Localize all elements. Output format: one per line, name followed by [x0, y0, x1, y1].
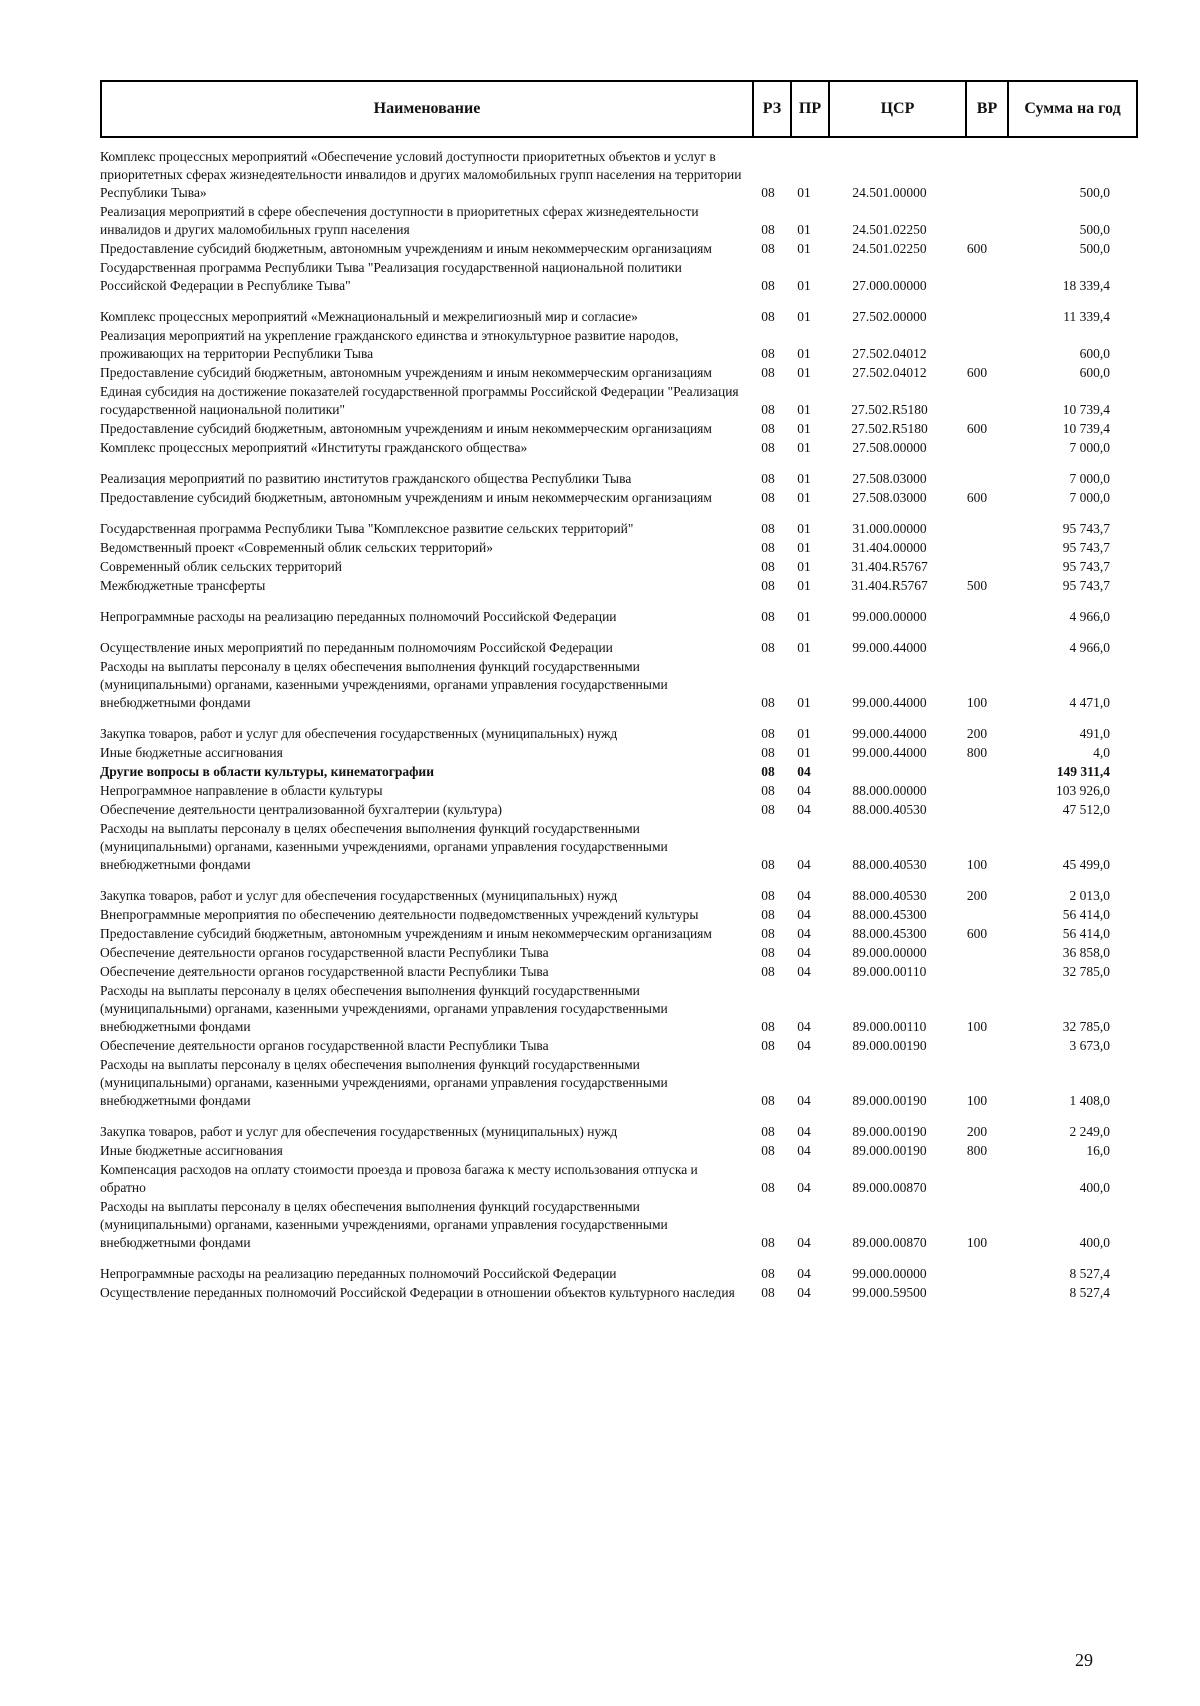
cell-rz: 08: [761, 365, 775, 380]
table-row: [100, 982, 1130, 1036]
cell-pr: 01: [797, 540, 811, 555]
cell-pr: 04: [797, 1266, 811, 1281]
table-row: [100, 520, 1130, 538]
cell-name: Государственная программа Республики Тыва "Реализация государственной национальной политики Российской Федерации в Республике Тыва": [100, 260, 682, 293]
cell-pr: 01: [797, 745, 811, 760]
cell-pr: 01: [797, 490, 811, 505]
cell-csr: 89.000.00190: [852, 1093, 927, 1108]
cell-name: Реализация мероприятий по развитию институтов гражданского общества Республики Тыва: [100, 471, 632, 486]
cell-name: Компенсация расходов на оплату стоимости проезда и провоза багажа к месту использования отпуска и обратно: [100, 1162, 698, 1195]
cell-name: Расходы на выплаты персоналу в целях обеспечения выполнения функций государственными (муниципальными) органами, казенными учреждениями, органами управления государственными внебюджетными фондами: [100, 659, 668, 710]
cell-pr: 04: [797, 964, 811, 979]
cell-rz: 08: [761, 278, 775, 293]
cell-sum: 47 512,0: [1062, 802, 1110, 817]
cell-name: Расходы на выплаты персоналу в целях обеспечения выполнения функций государственными (муниципальными) органами, казенными учреждениями, органами управления государственными внебюджетными фондами: [100, 1057, 668, 1108]
header-rz: РЗ: [753, 81, 791, 137]
cell-rz: 08: [761, 1124, 775, 1139]
cell-rz: 08: [761, 726, 775, 741]
cell-vr: 800: [966, 1143, 988, 1158]
cell-sum: 1 408,0: [1069, 1093, 1110, 1108]
cell-sum: 56 414,0: [1062, 926, 1110, 941]
cell-sum: 3 673,0: [1069, 1038, 1110, 1053]
cell-rz: 08: [761, 745, 775, 760]
table-row: [100, 420, 1130, 438]
cell-name: Непрограммные расходы на реализацию переданных полномочий Российской Федерации: [100, 609, 617, 624]
cell-pr: 04: [797, 764, 811, 779]
cell-name: Иные бюджетные ассигнования: [100, 1143, 283, 1158]
cell-csr: 88.000.40530: [852, 888, 927, 903]
cell-pr: 01: [797, 346, 811, 361]
cell-csr: 99.000.44000: [852, 726, 927, 741]
cell-name: Ведомственный проект «Современный облик сельских территорий»: [100, 540, 493, 555]
cell-sum: 7 000,0: [1069, 471, 1110, 486]
cell-csr: 99.000.59500: [852, 1285, 927, 1300]
cell-csr: 89.000.00870: [852, 1235, 927, 1250]
cell-rz: 08: [761, 521, 775, 536]
cell-name: Закупка товаров, работ и услуг для обеспечения государственных (муниципальных) нужд: [100, 888, 618, 903]
cell-pr: 01: [797, 185, 811, 200]
table-row: [100, 203, 1130, 239]
cell-name: Осуществление иных мероприятий по переданным полномочиям Российской Федерации: [100, 640, 613, 655]
cell-name: Обеспечение деятельности органов государственной власти Республики Тыва: [100, 945, 549, 960]
cell-rz: 08: [761, 1266, 775, 1281]
table-row: [100, 639, 1130, 657]
table-row: [100, 906, 1130, 924]
cell-csr: 24.501.02250: [852, 222, 927, 237]
table-row: [100, 1284, 1130, 1302]
cell-name: Межбюджетные трансферты: [100, 578, 266, 593]
cell-rz: 08: [761, 309, 775, 324]
cell-sum: 4 966,0: [1069, 640, 1110, 655]
cell-sum: 4,0: [1093, 745, 1110, 760]
cell-sum: 103 926,0: [1056, 783, 1110, 798]
cell-sum: 7 000,0: [1069, 440, 1110, 455]
cell-rz: 08: [761, 926, 775, 941]
cell-name: Государственная программа Республики Тыва "Комплексное развитие сельских территорий": [100, 521, 634, 536]
cell-csr: 99.000.00000: [852, 1266, 927, 1281]
table-row: [100, 327, 1130, 363]
table-row: [100, 489, 1130, 507]
cell-sum: 8 527,4: [1069, 1266, 1110, 1281]
table-row: [100, 1123, 1130, 1141]
cell-sum: 600,0: [1079, 346, 1110, 361]
cell-pr: 04: [797, 802, 811, 817]
header-csr: ЦСР: [829, 81, 966, 137]
cell-csr: 31.000.00000: [852, 521, 927, 536]
table-row: [100, 820, 1130, 874]
cell-name: Внепрограммные мероприятия по обеспечению деятельности подведомственных учреждений культуры: [100, 907, 699, 922]
page-number: 29: [1075, 1650, 1093, 1670]
cell-csr: 99.000.44000: [852, 640, 927, 655]
cell-vr: 200: [966, 888, 988, 903]
header-vr: ВР: [966, 81, 1008, 137]
cell-sum: 95 743,7: [1062, 521, 1110, 536]
cell-vr: 600: [966, 365, 988, 380]
cell-sum: 95 743,7: [1062, 578, 1110, 593]
cell-name: Иные бюджетные ассигнования: [100, 745, 283, 760]
cell-sum: 491,0: [1079, 726, 1110, 741]
cell-csr: 27.508.03000: [852, 490, 927, 505]
table-header: [100, 80, 1138, 138]
cell-vr: 100: [966, 1235, 988, 1250]
cell-name: Расходы на выплаты персоналу в целях обеспечения выполнения функций государственными (муниципальными) органами, казенными учреждениями, органами управления государственными внебюджетными фондами: [100, 983, 668, 1034]
cell-csr: 88.000.40530: [852, 802, 927, 817]
cell-rz: 08: [761, 471, 775, 486]
cell-csr: 88.000.00000: [852, 783, 927, 798]
cell-sum: 500,0: [1079, 185, 1110, 200]
cell-vr: 600: [966, 421, 988, 436]
cell-sum: 4 471,0: [1069, 695, 1110, 710]
cell-rz: 08: [761, 185, 775, 200]
cell-sum: 10 739,4: [1062, 402, 1110, 417]
cell-name: Обеспечение деятельности органов государственной власти Республики Тыва: [100, 1038, 549, 1053]
cell-rz: 08: [761, 888, 775, 903]
cell-pr: 04: [797, 888, 811, 903]
cell-pr: 01: [797, 559, 811, 574]
table-row: [100, 925, 1130, 943]
table-row: [100, 608, 1130, 626]
cell-pr: 04: [797, 1093, 811, 1108]
cell-rz: 08: [761, 764, 775, 779]
cell-csr: 99.000.44000: [852, 695, 927, 710]
cell-name: Единая субсидия на достижение показателей государственной программы Российской Федерации "Реализация государственной национальной политики": [100, 384, 739, 417]
cell-csr: 31.404.R5767: [851, 559, 928, 574]
cell-csr: 99.000.44000: [852, 745, 927, 760]
cell-pr: 04: [797, 1038, 811, 1053]
cell-rz: 08: [761, 609, 775, 624]
cell-sum: 4 966,0: [1069, 609, 1110, 624]
cell-name: Предоставление субсидий бюджетным, автономным учреждениям и иным некоммерческим организациям: [100, 365, 712, 380]
cell-rz: 08: [761, 402, 775, 417]
cell-vr: 600: [966, 490, 988, 505]
cell-rz: 08: [761, 421, 775, 436]
cell-sum: 500,0: [1079, 222, 1110, 237]
header-name: Наименование: [101, 81, 753, 137]
cell-pr: 01: [797, 695, 811, 710]
table-row: [100, 963, 1130, 981]
cell-name: Комплекс процессных мероприятий «Обеспечение условий доступности приоритетных объектов и услуг в приоритетных сферах жизнедеятельности инвалидов и других маломобильных групп населения на территории Республики Тыва»: [100, 149, 742, 200]
cell-rz: 08: [761, 802, 775, 817]
cell-csr: 27.502.04012: [852, 365, 927, 380]
cell-pr: 04: [797, 1285, 811, 1300]
table-row: [100, 1265, 1130, 1283]
cell-name: Предоставление субсидий бюджетным, автономным учреждениям и иным некоммерческим организациям: [100, 241, 712, 256]
cell-csr: 89.000.00110: [852, 964, 927, 979]
cell-vr: 100: [966, 1093, 988, 1108]
cell-csr: 89.000.00190: [852, 1143, 927, 1158]
cell-rz: 08: [761, 907, 775, 922]
cell-name: Другие вопросы в области культуры, кинематографии: [100, 764, 434, 779]
cell-pr: 04: [797, 1235, 811, 1250]
cell-rz: 08: [761, 783, 775, 798]
cell-sum: 2 249,0: [1069, 1124, 1110, 1139]
cell-rz: 08: [761, 222, 775, 237]
cell-rz: 08: [761, 640, 775, 655]
table-row: [100, 744, 1130, 762]
cell-csr: 88.000.45300: [852, 907, 927, 922]
cell-pr: 01: [797, 609, 811, 624]
table-body: [100, 148, 1130, 1303]
cell-rz: 08: [761, 695, 775, 710]
header-pr: ПР: [791, 81, 829, 137]
cell-csr: 27.502.04012: [852, 346, 927, 361]
cell-rz: 08: [761, 241, 775, 256]
cell-csr: 27.502.R5180: [851, 402, 928, 417]
cell-sum: 95 743,7: [1062, 540, 1110, 555]
cell-vr: 100: [966, 1019, 988, 1034]
table-row: [100, 1198, 1130, 1252]
cell-csr: 27.000.00000: [852, 278, 927, 293]
cell-pr: 04: [797, 945, 811, 960]
table-row: [100, 782, 1130, 800]
cell-csr: 89.000.00110: [852, 1019, 927, 1034]
cell-vr: 200: [966, 1124, 988, 1139]
table-row: [100, 887, 1130, 905]
cell-pr: 04: [797, 1019, 811, 1034]
cell-rz: 08: [761, 964, 775, 979]
cell-name: Предоставление субсидий бюджетным, автономным учреждениям и иным некоммерческим организациям: [100, 926, 712, 941]
cell-rz: 08: [761, 346, 775, 361]
table-row: [100, 364, 1130, 382]
cell-pr: 01: [797, 241, 811, 256]
cell-sum: 500,0: [1079, 241, 1110, 256]
table-row: [100, 1142, 1130, 1160]
table-row: [100, 725, 1130, 743]
cell-vr: 100: [966, 857, 988, 872]
cell-rz: 08: [761, 1019, 775, 1034]
table-row: [100, 240, 1130, 258]
cell-name: Непрограммные расходы на реализацию переданных полномочий Российской Федерации: [100, 1266, 617, 1281]
table-row: [100, 1161, 1130, 1197]
cell-pr: 01: [797, 222, 811, 237]
cell-name: Непрограммное направление в области культуры: [100, 783, 383, 798]
cell-name: Осуществление переданных полномочий Российской Федерации в отношении объектов культурного наследия: [100, 1285, 735, 1300]
table-row: [100, 558, 1130, 576]
cell-pr: 01: [797, 521, 811, 536]
cell-csr: 24.501.00000: [852, 185, 927, 200]
cell-csr: 89.000.00870: [852, 1180, 927, 1195]
cell-rz: 08: [761, 1143, 775, 1158]
cell-pr: 04: [797, 1143, 811, 1158]
cell-vr: 100: [966, 695, 988, 710]
cell-csr: 89.000.00190: [852, 1124, 927, 1139]
cell-pr: 01: [797, 402, 811, 417]
cell-csr: 31.404.00000: [852, 540, 927, 555]
cell-pr: 04: [797, 783, 811, 798]
cell-name: Реализация мероприятий на укрепление гражданского единства и этнокультурное развитие народов, проживающих на территории Республики Тыва: [100, 328, 679, 361]
cell-csr: 99.000.00000: [852, 609, 927, 624]
cell-rz: 08: [761, 1285, 775, 1300]
cell-sum: 11 339,4: [1063, 309, 1110, 324]
cell-name: Комплекс процессных мероприятий «Институты гражданского общества»: [100, 440, 528, 455]
cell-vr: 200: [966, 726, 988, 741]
cell-csr: 27.502.R5180: [851, 421, 928, 436]
table-row: [100, 801, 1130, 819]
cell-sum: 32 785,0: [1062, 964, 1110, 979]
cell-csr: 27.502.00000: [852, 309, 927, 324]
cell-name: Расходы на выплаты персоналу в целях обеспечения выполнения функций государственными (муниципальными) органами, казенными учреждениями, органами управления государственными внебюджетными фондами: [100, 821, 668, 872]
cell-csr: 27.508.03000: [852, 471, 927, 486]
cell-sum: 7 000,0: [1069, 490, 1110, 505]
cell-pr: 01: [797, 309, 811, 324]
header-sum: Сумма на год: [1008, 81, 1137, 137]
cell-rz: 08: [761, 857, 775, 872]
cell-rz: 08: [761, 1093, 775, 1108]
cell-vr: 500: [966, 578, 988, 593]
cell-sum: 45 499,0: [1062, 857, 1110, 872]
cell-rz: 08: [761, 1180, 775, 1195]
cell-rz: 08: [761, 578, 775, 593]
cell-csr: 24.501.02250: [852, 241, 927, 256]
cell-name: Предоставление субсидий бюджетным, автономным учреждениям и иным некоммерческим организациям: [100, 490, 712, 505]
cell-name: Предоставление субсидий бюджетным, автономным учреждениям и иным некоммерческим организациям: [100, 421, 712, 436]
cell-vr: 600: [966, 241, 988, 256]
cell-rz: 08: [761, 440, 775, 455]
cell-pr: 01: [797, 278, 811, 293]
cell-name: Обеспечение деятельности органов государственной власти Республики Тыва: [100, 964, 549, 979]
cell-sum: 400,0: [1079, 1180, 1110, 1195]
cell-pr: 01: [797, 365, 811, 380]
cell-sum: 16,0: [1086, 1143, 1110, 1158]
cell-vr: 600: [966, 926, 988, 941]
cell-rz: 08: [761, 1235, 775, 1250]
cell-name: Комплекс процессных мероприятий «Межнациональный и межрелигиозный мир и согласие»: [100, 309, 638, 324]
table-row: [100, 470, 1130, 488]
table-row: [100, 1037, 1130, 1055]
cell-pr: 01: [797, 726, 811, 741]
cell-sum: 149 311,4: [1056, 764, 1110, 779]
cell-rz: 08: [761, 540, 775, 555]
table-row: [100, 539, 1130, 557]
cell-name: Обеспечение деятельности централизованной бухгалтерии (культура): [100, 802, 503, 817]
cell-sum: 18 339,4: [1062, 278, 1110, 293]
cell-rz: 08: [761, 559, 775, 574]
cell-csr: 88.000.40530: [852, 857, 927, 872]
table-row: [100, 577, 1130, 595]
table-row: [100, 944, 1130, 962]
cell-vr: 800: [966, 745, 988, 760]
cell-sum: 2 013,0: [1069, 888, 1110, 903]
cell-pr: 01: [797, 471, 811, 486]
cell-rz: 08: [761, 1038, 775, 1053]
cell-pr: 01: [797, 578, 811, 593]
cell-rz: 08: [761, 945, 775, 960]
cell-pr: 04: [797, 1180, 811, 1195]
cell-sum: 36 858,0: [1062, 945, 1110, 960]
cell-sum: 32 785,0: [1062, 1019, 1110, 1034]
cell-sum: 600,0: [1079, 365, 1110, 380]
table-row: [100, 763, 1130, 781]
cell-name: Расходы на выплаты персоналу в целях обеспечения выполнения функций государственными (муниципальными) органами, казенными учреждениями, органами управления государственными внебюджетными фондами: [100, 1199, 668, 1250]
table-row: [100, 658, 1130, 712]
cell-csr: 88.000.45300: [852, 926, 927, 941]
cell-sum: 10 739,4: [1062, 421, 1110, 436]
cell-pr: 04: [797, 1124, 811, 1139]
cell-pr: 04: [797, 857, 811, 872]
cell-csr: 27.508.00000: [852, 440, 927, 455]
cell-rz: 08: [761, 490, 775, 505]
cell-csr: 89.000.00190: [852, 1038, 927, 1053]
cell-pr: 04: [797, 926, 811, 941]
table-row: [100, 148, 1130, 202]
cell-sum: 8 527,4: [1069, 1285, 1110, 1300]
cell-name: Реализация мероприятий в сфере обеспечения доступности в приоритетных сферах жизнедеятельности инвалидов и других маломобильных групп населения: [100, 204, 699, 237]
cell-name: Закупка товаров, работ и услуг для обеспечения государственных (муниципальных) нужд: [100, 1124, 618, 1139]
table-row: [100, 308, 1130, 326]
cell-sum: 56 414,0: [1062, 907, 1110, 922]
table-row: [100, 439, 1130, 457]
cell-name: Современный облик сельских территорий: [100, 559, 342, 574]
table-row: [100, 259, 1130, 295]
cell-name: Закупка товаров, работ и услуг для обеспечения государственных (муниципальных) нужд: [100, 726, 618, 741]
cell-sum: 95 743,7: [1062, 559, 1110, 574]
cell-csr: 31.404.R5767: [851, 578, 928, 593]
table-row: [100, 383, 1130, 419]
cell-pr: 01: [797, 440, 811, 455]
cell-pr: 04: [797, 907, 811, 922]
table-row: [100, 1056, 1130, 1110]
cell-csr: 89.000.00000: [852, 945, 927, 960]
cell-sum: 400,0: [1079, 1235, 1110, 1250]
cell-pr: 01: [797, 640, 811, 655]
cell-pr: 01: [797, 421, 811, 436]
